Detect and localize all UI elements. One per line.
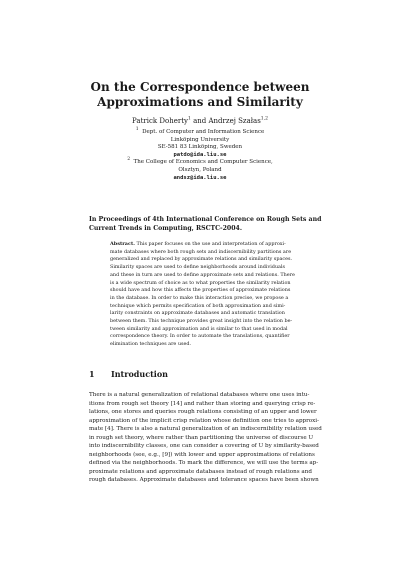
author-2-mark: 1,2 (260, 116, 268, 122)
body-line: defined via the neighborhoods. To mark the difference, we will use the terms ap- (89, 460, 319, 466)
affiliation-1-dept: Dept. of Computer and Information Science (142, 129, 265, 135)
body-line: into indiscernibility classes, one can consider a covering of U by similarity-based (89, 443, 319, 449)
affiliations (40, 129, 360, 182)
title-line-1: On the Correspondence between (90, 80, 310, 94)
abstract-line: generalized and replaced by approximate relations and similarity spaces. (110, 256, 293, 263)
abstract-line: technique which permits specification of both approximation and simi- (110, 302, 286, 309)
affiliation-1-mark: 1 (135, 127, 139, 133)
body-line: There is a natural generalization of relational databases where one uses intu- (89, 392, 310, 398)
author-1: Patrick Doherty (132, 117, 188, 125)
section-number: 1 (89, 369, 95, 379)
affiliation-2-line-1 (40, 159, 360, 167)
abstract-line: between them. This technique provides great insight into the relation be- (110, 318, 293, 325)
section-heading (89, 369, 168, 379)
body-line: proximate relations and approximate databases instead of rough relations and (89, 468, 312, 475)
affiliation-1-line-3: SE-581 83 Linköping, Sweden (157, 144, 243, 151)
proceedings-line-1: In Proceedings of 4th International Conference on Rough Sets and (89, 216, 322, 223)
body-line: mate [4]. There is also a natural generalization of an indiscernibility relation used (89, 426, 322, 432)
body-line: itions from rough set theory [14] and rather than storing and querying crisp re- (89, 400, 316, 407)
abstract-line: is a wide spectrum of choice as to what properties the similarity relation (110, 279, 291, 286)
affiliation-2-mark: 2 (127, 157, 131, 163)
affiliation-1-line-1 (40, 129, 360, 137)
abstract-line: mate databases where both rough sets and indiscernibility partitions are (110, 248, 292, 255)
section-title: Introduction (111, 369, 168, 379)
affiliation-1-email: patdo@ida.liu.se (173, 151, 227, 158)
proceedings-line-2: Current Trends in Computing, RSCTC-2004. (89, 225, 242, 232)
abstract-line: in the database. In order to make this interaction precise, we propose a (110, 294, 289, 301)
introduction-text (89, 391, 351, 485)
body-line: neighborhoods (see, e.g., [9]) with lower and upper approximations of relations (89, 451, 315, 458)
paper-title (40, 80, 360, 110)
body-line: in rough set theory, where rather than partitioning the universe of discourse U (89, 434, 314, 441)
body-line: lations, one stores and queries rough relations consisting of an upper and lower (89, 409, 317, 415)
affiliation-2-college: The College of Economics and Computer Science, (133, 159, 273, 166)
abstract (110, 241, 360, 349)
affiliation-2-line-2: Olsztyn, Poland (178, 166, 222, 173)
abstract-label: Abstract. (110, 241, 135, 247)
author-1-mark: 1 (187, 116, 191, 122)
body-line: rough databases. Approximate databases and tolerance spaces have been shown (89, 477, 319, 483)
abstract-line: and these in turn are used to define approximate sets and relations. There (110, 271, 295, 278)
proceedings-note (89, 215, 339, 233)
affiliation-1-line-2: Linköping University (170, 136, 230, 143)
body-line: approximation of the implicit crisp relation whose definition one tries to approxi- (89, 417, 319, 424)
abstract-line: tween similarity and approximation and is similar to that used in modal (110, 325, 288, 332)
author-2: Andrzej Szałas (208, 117, 261, 125)
abstract-first-line: This paper focuses on the use and interpretation of approxi- (134, 241, 286, 247)
abstract-line: should have and how this affects the properties of approximate relations (110, 287, 291, 294)
affiliation-2-email: andsz@ida.liu.se (173, 174, 227, 181)
abstract-line: elimination techniques are used. (110, 341, 192, 348)
abstract-line: Similarity spaces are used to define neighborhoods around individuals (110, 264, 286, 271)
abstract-line-1 (110, 241, 360, 249)
abstract-line: larity constraints on approximate databases and automatic translation (110, 310, 285, 317)
title-line-2: Approximations and Similarity (97, 95, 303, 109)
abstract-line: correspondence theory. In order to automate the translations, quantifier (110, 333, 290, 340)
author-conjunction: and (190, 117, 209, 125)
author-line (40, 117, 360, 126)
